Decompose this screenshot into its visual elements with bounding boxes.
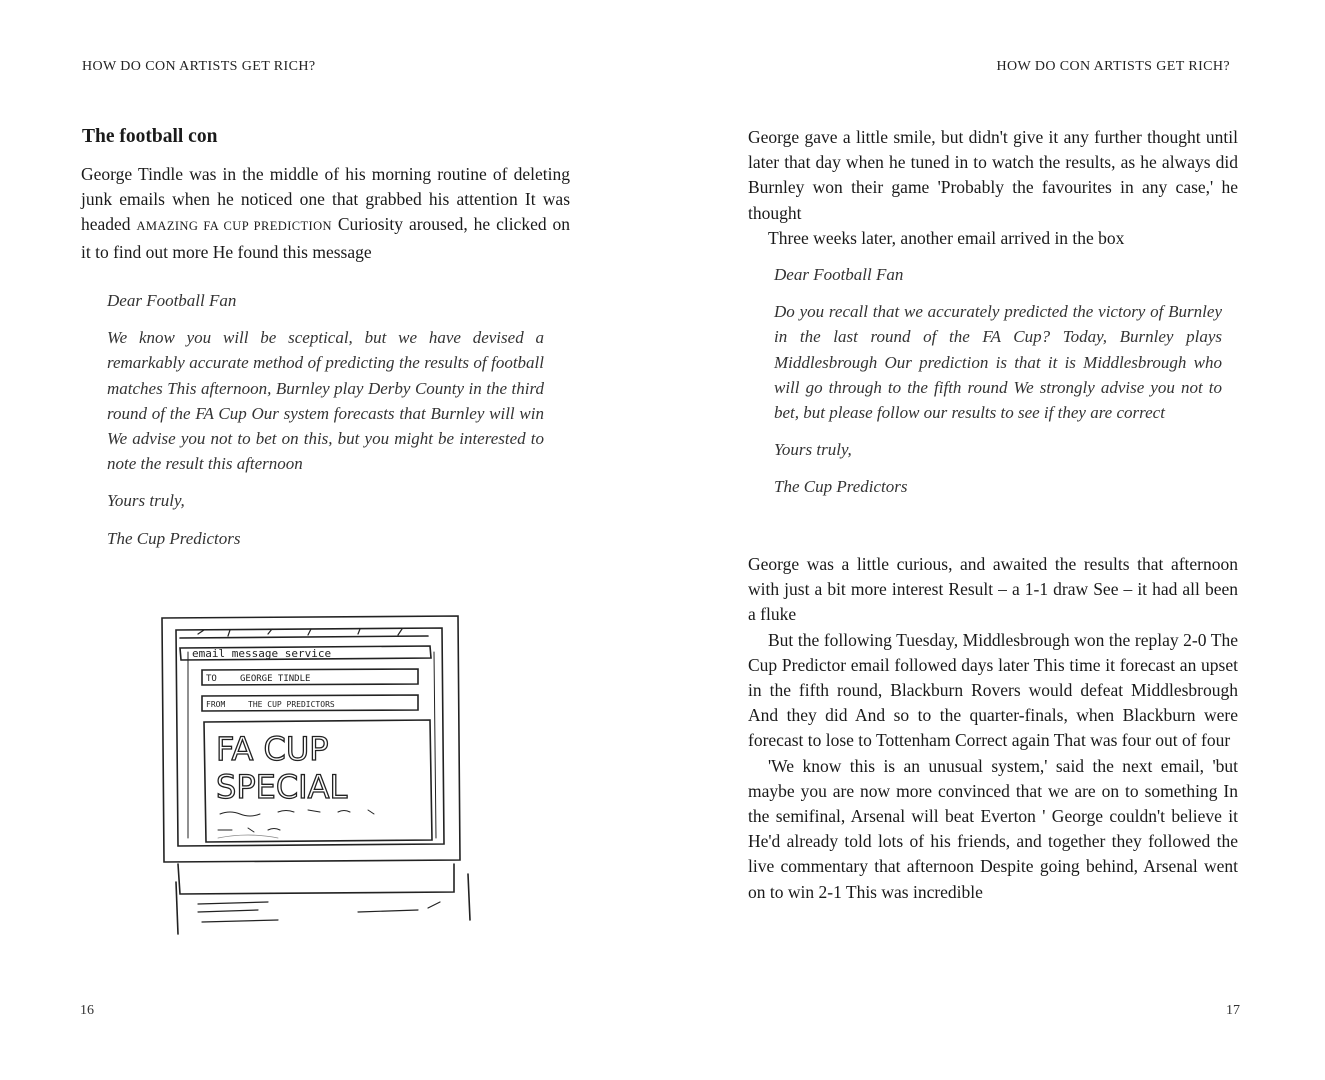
email-letter-1 (107, 288, 544, 551)
intro-text-2: Curiosity aroused, he clicked on it to find out more He found this message (81, 214, 570, 262)
paragraph: George gave a little smile, but didn't give it any further thought until later that day when he tuned in to watch the results, as he always did Burnley won their game 'Probably the favourites in any case,' he thought (748, 127, 1238, 223)
letter-closing: Yours truly, (774, 440, 852, 460)
sketch-from-label: FROM (206, 700, 226, 709)
page-number-right: 17 (1226, 1003, 1240, 1018)
letter-signature: The Cup Predictors (107, 528, 241, 548)
paragraph: But the following Tuesday, Middlesbrough won the replay 2-0 The Cup Predictor email followed days later This time it forecast an upset in the fifth round, Blackburn Rovers would defeat Middlesbrough And they did And so to the quarter-finals, when Blackburn were forecast to lose to Tottenham Correct again That was four out of four (748, 629, 1238, 751)
running-head-left: HOW DO CON ARTISTS GET RICH? (82, 59, 316, 74)
intro-paragraph (81, 162, 570, 265)
paragraph: George was a little curious, and awaited the results that afternoon with just a bit more interest Result – a 1-1 draw See – it had all been a fluke (748, 554, 1238, 625)
sketch-headline-line1: FA CUP (216, 730, 329, 768)
letter-closing: Yours truly, (107, 491, 185, 511)
right-page (662, 0, 1325, 1080)
letter-body: Do you recall that we accurately predicted the victory of Burnley in the last round of the FA Cup? Today, Burnley plays Middlesbrough Our prediction is that it is Middlesbrough who will go through to the fifth round We strongly advise you not to bet, but please follow our results to see if they are correct (774, 302, 1222, 423)
computer-sketch-illustration (158, 612, 478, 942)
right-opening-paragraphs (748, 125, 1238, 251)
right-closing-paragraphs (748, 552, 1238, 905)
paragraph: 'We know this is an unusual system,' said the next email, 'but maybe you are now more convinced that we are on to something In the semifinal, Arsenal will beat Everton ' George couldn't believe it He'd already told lots of his friends, and together they followed the live commentary that afternoon Despite going behind, Arsenal went on to win 2-1 This was incredible (748, 755, 1238, 902)
intro-text-1: George Tindle was in the middle of his morning routine of deleting junk emails when he noticed one that grabbed his attention It was headed (81, 164, 570, 235)
sketch-to-value: GEORGE TINDLE (240, 674, 311, 684)
sketch-headline-line2: SPECIAL (216, 768, 348, 806)
left-page (0, 0, 662, 1080)
letter-salutation: Dear Football Fan (774, 265, 904, 284)
letter-salutation: Dear Football Fan (107, 291, 237, 310)
sketch-to-label: TO (206, 674, 217, 684)
page-number-left: 16 (80, 1003, 94, 1018)
running-head-right: HOW DO CON ARTISTS GET RICH? (996, 59, 1230, 74)
sketch-service-label: email message service (192, 647, 332, 660)
sketch-from-value: THE CUP PREDICTORS (248, 700, 335, 709)
letter-body: We know you will be sceptical, but we have devised a remarkably accurate method of predicting the results of football matches This afternoon, Burnley play Derby County in the third round of the FA Cup Our system forecasts that Burnley will win We advise you not to bet on this, but you might be interested to note the result this afternoon (107, 328, 544, 474)
section-heading: The football con (82, 126, 218, 147)
paragraph: Three weeks later, another email arrived in the box (768, 227, 1125, 248)
letter-signature: The Cup Predictors (774, 477, 908, 497)
email-subject: AMAZING FA CUP PREDICTION (136, 219, 332, 234)
email-letter-2 (774, 262, 1222, 500)
